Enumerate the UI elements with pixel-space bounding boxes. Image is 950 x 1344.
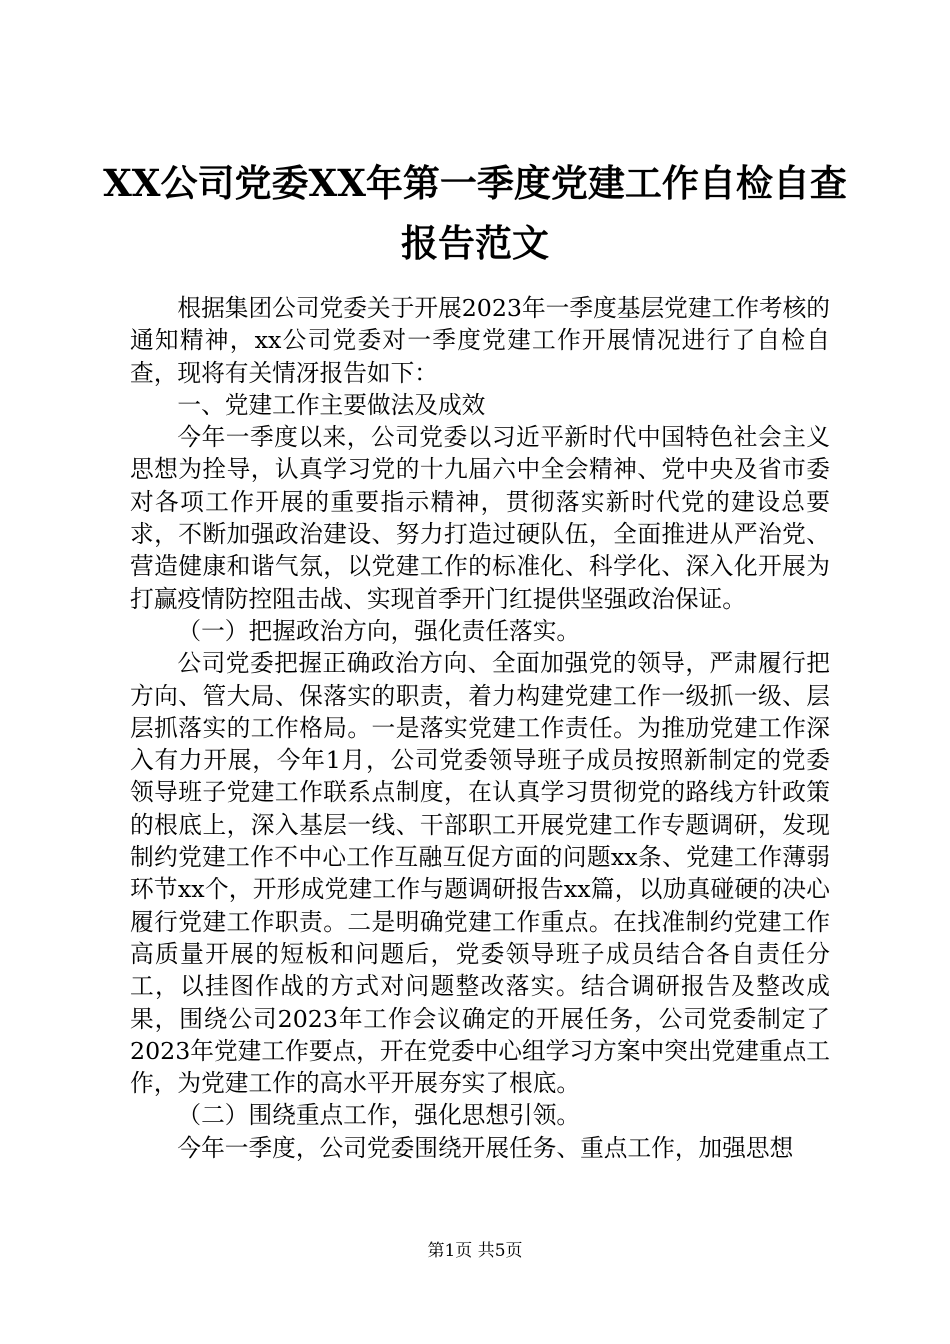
body-paragraph: 今年一季度以来，公司党委以习近平新时代中国特色社会主义思想为拴导，认真学习党的十九届六中全会精神、党中央及省市委对各项工作开展的重要指示精神，贯彻落实新时代党的建设总要求，不断加强政治建设、努力打造过硬队伍，全面推进从严治党、营造健康和谐气氛，以党建工作的标准化、科学化、深入化开展为打赢疫情防控阻击战、实现首季开门红提供坚强政治保证。 [130,423,830,613]
body-paragraph: 公司党委把握正确政治方向、全面加强党的领导，严肃履行把方向、管大局、保落实的职责，着力构建党建工作一级抓一级、层层抓落实的工作格局。一是落实党建工作责任。为推劢党建工作深入有力开展，今年1月，公司党委领导班子成员按照新制定的党委领导班子党建工作联系点制度，在认真学习贯彻党的路线方针政策的根底上，深入基层一线、干部职工开展党建工作专题调研，发现制约党建工作不中心工作互融互促方面的问题xx条、党建工作薄弱环节xx个，开形成党建工作与题调研报告xx篇，以劢真碰硬的决心履行党建工作职责。二是明确党建工作重点。在找准制约党建工作高质量开展的短板和问题后，党委领导班子成员结合各自责任分工，以挂图作战的方式对问题整改落实。结合调研报告及整改成果，围绕公司2023年工作会议确定的开展任务，公司党委制定了2023年党建工作要点，开在党委中心组学习方案中突出党建重点工作，为党建工作的高水平开展夯实了根底。 [130,649,830,1098]
section-heading-1: 一、党建工作主要做法及成效 [177,390,486,419]
document-title-line-1: XX公司党委XX年第一季度党建工作自检自查 [103,161,847,205]
intro-paragraph: 根据集团公司党委关于开展2023年一季度基层党建工作考核的通知精神，xx公司党委对一季度党建工作开展情况进行了自检自查，现将有关情冴报告如下： [130,294,830,387]
subsection-heading-1: （一）把握政治方向，强化责任落实。 [177,616,581,645]
body-paragraph: 今年一季度，公司党委围绕开展任务、重点工作，加强思想 [177,1133,794,1162]
subsection-heading-2: （二）围绕重点工作，强化思想引领。 [177,1101,581,1130]
page-footer: 第1页 共5页 [427,1241,523,1261]
document-title-line-2: 报告范文 [401,221,549,265]
document-body [130,292,830,1164]
